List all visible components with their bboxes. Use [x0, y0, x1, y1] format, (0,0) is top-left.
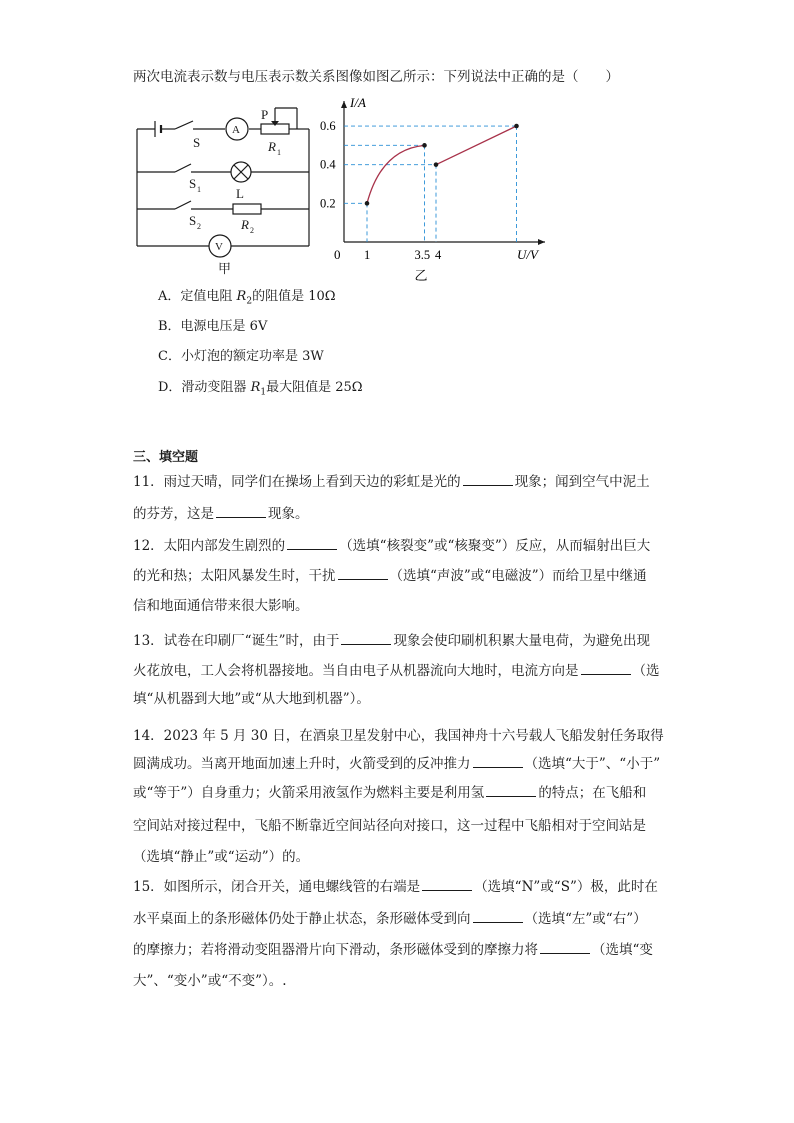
data-point	[434, 162, 439, 167]
label-v: V	[215, 241, 223, 253]
answer-blank[interactable]	[216, 505, 266, 518]
answer-blank[interactable]	[341, 632, 391, 645]
iu-graph	[320, 92, 545, 284]
resistor-r2	[233, 204, 261, 214]
q13-line3: 填“从机器到大地”或“从大地到机器”）。	[133, 691, 370, 707]
origin-label: 0	[334, 247, 341, 262]
q11-line1: 11．雨过天晴，同学们在操场上看到天边的彩虹是光的 现象；闻到空气中泥土	[133, 474, 650, 490]
x-tick-label: 1	[364, 248, 371, 262]
answer-blank[interactable]	[338, 567, 388, 580]
y-tick-label: 0.4	[320, 157, 336, 172]
caption-jia: 甲	[218, 261, 232, 276]
y-axis-arrow	[341, 101, 347, 108]
switch-s1-blade	[175, 164, 191, 172]
option-a: A．定值电阻 $R_2$的阻值是 10Ω	[158, 289, 336, 307]
series-line-0	[367, 145, 425, 203]
y-tick-label: 0.6	[320, 119, 336, 134]
data-point	[365, 201, 370, 206]
q14-line3: 或“等于”）自身重力；火箭采用液氢作为燃料主要是利用氢 的特点；在飞船和	[133, 785, 647, 801]
circuit-diagram	[125, 95, 325, 280]
q15-line3: 的摩擦力；若将滑动变阻器滑片向下滑动，条形磁体受到的摩擦力将 （选填“变	[133, 942, 653, 958]
caption-yi: 乙	[414, 268, 428, 283]
label-a: A	[232, 124, 240, 136]
q11-line2: 的芬芳，这是 现象。	[133, 506, 309, 522]
q13-line2: 火花放电，工人会将机器接地。当自由电子从机器流向大地时，电流方向是 （选	[133, 663, 660, 679]
q15-line4: 大”、“变小”或“不变”）。.	[133, 973, 287, 989]
x-axis-label: U/V	[517, 247, 538, 262]
answer-blank[interactable]	[581, 662, 631, 675]
label-r1: R	[268, 139, 276, 154]
answer-blank[interactable]	[486, 784, 536, 797]
series-line-1	[436, 126, 517, 165]
q13-line1: 13．试卷在印刷厂“诞生”时，由于 现象会使印刷机积累大量电荷，为避免出现	[133, 633, 650, 649]
answer-blank[interactable]	[473, 910, 523, 923]
answer-blank[interactable]	[287, 537, 337, 550]
switch-s-blade	[175, 121, 193, 129]
section-title: 三、填空题	[133, 450, 199, 465]
q15-line2: 水平桌面上的条形磁体仍处于静止状态，条形磁体受到向 （选填“左”或“右”）	[133, 911, 647, 927]
label-r1-sub: 1	[277, 148, 281, 157]
q12-line3: 信和地面通信带来很大影响。	[133, 598, 309, 614]
q14-line2: 圆满成功。当离开地面加速上升时，火箭受到的反冲推力 （选填“大于”、“小于”	[133, 756, 661, 772]
option-c: C．小灯泡的额定功率是 3W	[158, 349, 324, 364]
option-b: B．电源电压是 6V	[158, 319, 268, 334]
label-s1-sub: 1	[197, 185, 201, 194]
label-p: P	[261, 107, 269, 122]
q14-line1: 14．2023 年 5 月 30 日，在酒泉卫星发射中心，我国神舟十六号载人飞船发射任务取得	[133, 728, 664, 744]
option-d: D．滑动变阻器 $R_1$最大阻值是 25Ω	[158, 380, 363, 398]
label-r2-sub: 2	[250, 226, 254, 235]
answer-blank[interactable]	[463, 473, 513, 486]
answer-blank[interactable]	[473, 755, 523, 768]
x-tick-label: 3.5	[414, 248, 431, 262]
label-l: L	[236, 186, 244, 201]
label-s2: S	[189, 213, 197, 228]
x-tick-label: 4	[435, 248, 442, 262]
q12-line1: 12．太阳内部发生剧烈的 （选填“核裂变”或“核聚变”）反应，从而辐射出巨大	[133, 538, 651, 554]
label-s1: S	[189, 176, 197, 191]
q15-line1: 15．如图所示，闭合开关，通电螺线管的右端是 （选填“N”或“S”）极，此时在	[133, 879, 658, 895]
label-r2: R	[241, 217, 249, 232]
answer-blank[interactable]	[540, 941, 590, 954]
label-s: S	[193, 135, 201, 150]
y-tick-label: 0.2	[320, 196, 336, 211]
q14-line5: （选填“静止”或“运动”）的。	[133, 849, 310, 865]
y-axis-label: I/A	[350, 95, 366, 111]
q14-line4: 空间站对接过程中，飞船不断靠近空间站径向对接口，这一过程中飞船相对于空间站是	[133, 818, 646, 834]
x-axis-arrow	[538, 239, 545, 245]
switch-s2-blade	[175, 201, 191, 209]
answer-blank[interactable]	[422, 878, 472, 891]
data-point	[514, 124, 519, 129]
q12-line2: 的光和热；太阳风暴发生时，干扰 （选填“声波”或“电磁波”）而给卫星中继通	[133, 568, 647, 584]
question-intro: 两次电流表示数与电压表示数关系图像如图乙所示：下列说法中正确的是（ ）	[133, 69, 619, 85]
data-point	[422, 143, 427, 148]
label-s2-sub: 2	[197, 222, 201, 231]
